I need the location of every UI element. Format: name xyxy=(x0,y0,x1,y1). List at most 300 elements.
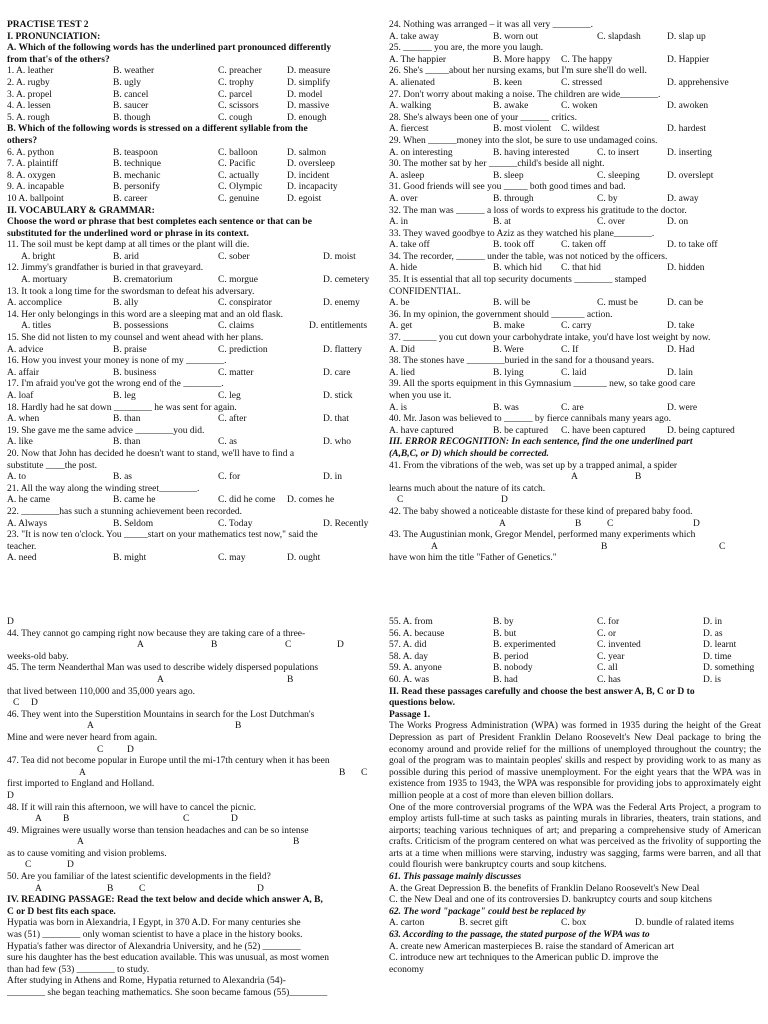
answer-option: D. something xyxy=(703,663,755,674)
answer-option: D. away xyxy=(667,193,699,204)
answer-option: C. actually xyxy=(218,170,260,181)
answer-option: C. taken off xyxy=(561,240,606,251)
answer-option: C xyxy=(183,814,190,825)
question-line: teacher. xyxy=(7,541,37,552)
answer-option: D. ought xyxy=(287,553,321,564)
question-line: 50. Are you familiar of the latest scientific developments in the field? xyxy=(7,872,271,883)
answer-option: B. most violent xyxy=(493,124,552,135)
answer-option: 55. A. from xyxy=(389,617,433,627)
question-line: 35. It is essential that all top security documents ________ stamped xyxy=(389,275,647,286)
answer-options-row xyxy=(389,403,761,415)
answer-option: D. slap up xyxy=(667,31,706,42)
answer-option: 59. A. anyone xyxy=(389,663,442,674)
question-line: 14. Her only belongings in this word are a sleeping mat and an old flask. xyxy=(7,309,283,320)
answer-options-row xyxy=(7,814,375,826)
answer-options-row xyxy=(7,368,375,380)
answer-option: C. cough xyxy=(218,112,253,123)
answer-option: C. preacher xyxy=(218,66,262,77)
answer-option: A xyxy=(87,721,94,732)
question-line: C. introduce new art techniques to the American public D. improve the xyxy=(389,953,659,964)
answer-option: B. through xyxy=(493,193,534,204)
answer-options-row xyxy=(7,495,375,507)
answer-options-row xyxy=(7,745,375,757)
answer-option: C. claims xyxy=(218,321,254,332)
answer-option: C. prediction xyxy=(218,344,268,355)
answer-option: 6. A. python xyxy=(7,147,54,158)
answer-options-row xyxy=(389,675,761,687)
answer-option: C. for xyxy=(597,617,620,627)
answer-option: C. over xyxy=(597,217,625,228)
answer-option: B. lying xyxy=(493,367,524,378)
question-line: when you use it. xyxy=(389,391,452,401)
answer-option: B. experimented xyxy=(493,640,556,651)
answer-option: D. who xyxy=(323,437,351,448)
answer-option: B xyxy=(107,883,114,894)
answer-options-row xyxy=(7,837,375,849)
answer-option: B. be captured xyxy=(493,425,549,436)
question-line: that lived between 110,000 and 35,000 years ago. xyxy=(7,686,196,697)
question-line: 11. The soil must be kept damp at all times or the plant will die. xyxy=(7,240,250,251)
question-line: 19. She gave me the same advice ________you did. xyxy=(7,425,205,436)
answer-options-row xyxy=(7,298,375,310)
answer-options-row xyxy=(7,321,375,333)
answer-option: C. to insert xyxy=(597,147,639,158)
answer-option: 1. A. leather xyxy=(7,66,54,77)
answer-options-row xyxy=(389,101,761,113)
answer-option: C. genuine xyxy=(218,193,260,204)
answer-options-row xyxy=(389,663,761,675)
answer-option: B xyxy=(601,541,608,552)
answer-option: C. The happy xyxy=(561,54,613,65)
answer-options-row xyxy=(389,345,761,357)
question-line: learns much about the nature of its catch. xyxy=(389,483,546,494)
answer-option: C. woken xyxy=(561,101,598,112)
answer-options-row xyxy=(7,721,375,733)
answer-option: D. on xyxy=(667,217,689,228)
section-heading: PRACTISE TEST 2 xyxy=(7,20,89,30)
answer-option: D xyxy=(67,860,74,871)
answer-option: A xyxy=(137,640,144,651)
answer-option: D. take xyxy=(667,321,695,332)
answer-option: B. crematorium xyxy=(113,275,173,286)
answer-options-row xyxy=(389,32,761,44)
answer-option: D. enough xyxy=(287,112,327,123)
question-line: economy xyxy=(389,964,424,975)
answer-option: A. in xyxy=(389,217,408,228)
question-line: 42. The baby showed a noticeable distaste for these kind of prepared baby food. xyxy=(389,506,693,517)
answer-option: D. entitlements xyxy=(309,321,368,332)
answer-option: A xyxy=(571,472,578,483)
answer-option: C. that hid xyxy=(561,263,601,274)
answer-option: B. Seldom xyxy=(113,518,154,529)
answer-option: D xyxy=(31,698,38,709)
question-line: 32. The man was ______ a loss of words to express his gratitude to the doctor. xyxy=(389,205,687,216)
answer-options-row xyxy=(7,159,375,171)
answer-option: A. bright xyxy=(21,251,56,262)
answer-option: A. carton xyxy=(389,918,425,929)
answer-option: B xyxy=(235,721,242,732)
answer-option: A. lied xyxy=(389,367,415,378)
answer-options-row xyxy=(389,55,761,67)
section-heading: (A,B,C, or D) which should be corrected. xyxy=(389,448,549,459)
answer-option: C. conspirator xyxy=(218,298,272,309)
question-line: CONFIDENTIAL. xyxy=(389,286,462,297)
answer-option: B. by xyxy=(493,617,514,627)
answer-options-row xyxy=(389,629,761,641)
answer-options-row xyxy=(389,426,761,438)
answer-option: 3. A. propel xyxy=(7,89,52,100)
answer-option: D xyxy=(257,883,264,894)
answer-option: C. parcel xyxy=(218,89,253,100)
section-heading: questions below. xyxy=(389,698,455,709)
question-line: 45. The term Neanderthal Man was used to describe widely dispersed populations xyxy=(7,663,319,674)
answer-option: D. stick xyxy=(323,391,353,401)
answer-option: C xyxy=(285,640,292,651)
answer-option: A. walking xyxy=(389,101,432,112)
answer-options-row xyxy=(7,472,375,484)
section-heading: others? xyxy=(7,135,38,146)
answer-option: B. ally xyxy=(113,298,139,309)
answer-option: A xyxy=(431,541,438,552)
answer-option: D. simplify xyxy=(287,77,331,88)
answer-options-row xyxy=(7,90,375,102)
question-line: 46. They went into the Superstition Mountains in search for the Lost Dutchman's xyxy=(7,709,315,720)
answer-option: C. matter xyxy=(218,367,254,378)
answer-option: B. awake xyxy=(493,101,529,112)
answer-option: B. weather xyxy=(113,66,155,77)
answer-options-row xyxy=(7,171,375,183)
answer-option: C. for xyxy=(218,472,241,483)
question-line: was (51) ________ only woman scientist to have a place in the history books. xyxy=(7,930,303,941)
answer-options-row xyxy=(389,240,761,252)
answer-option: A xyxy=(79,767,86,778)
answer-option: C. wildest xyxy=(561,124,600,135)
answer-option: D. awoken xyxy=(667,101,709,112)
answer-option: C. trophy xyxy=(218,77,254,88)
answer-options-row xyxy=(389,472,761,484)
answer-option: A. is xyxy=(389,402,407,413)
answer-option: B xyxy=(635,472,642,483)
question-line: 44. They cannot go camping right now because they are taking care of a three- xyxy=(7,628,306,639)
answer-options-row xyxy=(7,391,375,403)
answer-option: A. get xyxy=(389,321,413,332)
answer-option: C xyxy=(97,744,104,755)
answer-option: A. affair xyxy=(7,367,40,378)
passage-paragraph: The Works Progress Administration (WPA) was formed in 1935 during the height of the Great Depression as part of President Franklin Delano Roosevelt's New Deal package to bring the economy around and provide relief for the millions of unemployed throughout the country; the goal of the program was to maintain peoples' skills and respect by providing work to as many as possible during this period of massive unemployment. For the eight years that the WPA was in existence from 1935 to 1943, the WPA was responsible for providing jobs to approximately eight million people at a cost of more than eleven billion dollars. xyxy=(389,721,761,801)
question-line: A. the Great Depression B. the benefits of Franklin Delano Roosevelt's New Deal xyxy=(389,883,700,894)
question-line: substitute ____the post. xyxy=(7,460,97,471)
answer-options-row xyxy=(7,78,375,90)
answer-option: C xyxy=(719,541,726,552)
answer-option: D. that xyxy=(323,414,349,425)
answer-option: C. balloon xyxy=(218,147,258,158)
answer-option: B xyxy=(339,767,346,778)
section-heading: II. VOCABULARY & GRAMMAR: xyxy=(7,205,155,216)
answer-options-row xyxy=(389,194,761,206)
answer-option: 9. A. incapable xyxy=(7,182,64,193)
answer-option: A. titles xyxy=(21,321,52,332)
answer-option: B. sleep xyxy=(493,170,524,181)
answer-option: D. oversleep xyxy=(287,159,336,170)
answer-option: B. nobody xyxy=(493,663,533,674)
question-line: D xyxy=(7,790,14,801)
answer-option: B. having interested xyxy=(493,147,570,158)
answer-option: B. praise xyxy=(113,344,147,355)
answer-options-row xyxy=(7,148,375,160)
question-line: D xyxy=(7,617,14,627)
answer-option: A. when xyxy=(7,414,40,425)
answer-option: A. on interesting xyxy=(389,147,453,158)
question-line: 49. Migraines were usually worse than tension headaches and can be so intense xyxy=(7,825,309,836)
answer-options-row xyxy=(389,124,761,136)
question-line: than had few (53) ________ to study. xyxy=(7,964,150,975)
answer-option: D. in xyxy=(323,472,342,483)
answer-option: C. after xyxy=(218,414,247,425)
answer-option: D. Recently xyxy=(323,518,369,529)
answer-option: C. If xyxy=(561,344,579,355)
answer-options-row xyxy=(7,860,375,872)
answer-option: B. secret gift xyxy=(459,918,508,929)
answer-option: D. hidden xyxy=(667,263,705,274)
answer-option: D. massive xyxy=(287,101,330,112)
answer-option: C xyxy=(361,767,368,778)
answer-option: B. but xyxy=(493,628,517,639)
answer-option: C xyxy=(607,518,614,529)
section-heading: Choose the word or phrase that best completes each sentence or that can be xyxy=(7,217,312,228)
answer-option: 2. A. rugby xyxy=(7,77,50,88)
question-line: have won him the title "Father of Genetics." xyxy=(389,553,557,564)
question-line: 31. Good friends will see you _____ both good times and bad. xyxy=(389,182,626,193)
answer-options-row xyxy=(7,414,375,426)
answer-option: D xyxy=(693,518,700,529)
answer-options-row xyxy=(389,652,761,664)
answer-option: D. measure xyxy=(287,66,331,77)
question-line: Hypatia's father was director of Alexandria University, and he (52) ________ xyxy=(7,941,301,952)
answer-options-row xyxy=(389,542,761,554)
answer-option: C. box xyxy=(561,918,587,929)
answer-option: D. can be xyxy=(667,298,704,309)
answer-option: B. period xyxy=(493,651,529,662)
question-line: 39. All the sports equipment in this Gymnasium _______ new, so take good care xyxy=(389,379,696,390)
answer-option: B xyxy=(63,814,70,825)
answer-option: A. mortuary xyxy=(21,275,68,286)
answer-option: A xyxy=(157,674,164,685)
answer-option: D. in xyxy=(703,617,722,627)
answer-option: C. carry xyxy=(561,321,592,332)
answer-option: C xyxy=(397,495,404,506)
section-heading: C or D best fits each space. xyxy=(7,906,116,917)
answer-option: A. over xyxy=(389,193,418,204)
answer-option: C. laid xyxy=(561,367,587,378)
answer-option: C. Pacific xyxy=(218,159,256,170)
answer-option: D. time xyxy=(703,651,732,662)
answer-option: C xyxy=(25,860,32,871)
answer-option: D. Had xyxy=(667,344,695,355)
answer-option: 7. A. plaintiff xyxy=(7,159,59,170)
answer-options-row xyxy=(7,553,375,565)
answer-option: D. moist xyxy=(323,251,356,262)
question-line: A. create new American masterpieces B. raise the standard of American art xyxy=(389,941,675,952)
answer-options-row xyxy=(389,78,761,90)
answer-option: B. keen xyxy=(493,77,523,88)
answer-option: A xyxy=(35,814,42,825)
answer-option: D. to take off xyxy=(667,240,718,251)
answer-option: C. scissors xyxy=(218,101,259,112)
question-line: 22. ________has such a stunning achievement been recorded. xyxy=(7,506,243,517)
question-line: 36. In my opinion, the government should _______ action. xyxy=(389,309,613,320)
answer-option: 60. A. was xyxy=(389,674,430,685)
answer-option: 8. A. oxygen xyxy=(7,170,56,181)
answer-option: D. Happier xyxy=(667,54,710,65)
answer-option: A. Always xyxy=(7,518,48,529)
answer-option: D. hardest xyxy=(667,124,707,135)
answer-option: B. mechanic xyxy=(113,170,161,181)
answer-option: C. morgue xyxy=(218,275,258,286)
answer-option: D. inserting xyxy=(667,147,712,158)
answer-option: D. lain xyxy=(667,367,693,378)
question-line: as to cause vomiting and vision problems. xyxy=(7,848,167,859)
answer-option: A. accomplice xyxy=(7,298,62,309)
answer-option: B. cancel xyxy=(113,89,149,100)
answer-option: A. The happier xyxy=(389,54,447,65)
column-bottom-right xyxy=(389,617,761,976)
answer-option: A. asleep xyxy=(389,170,425,181)
answer-option: A. like xyxy=(7,437,33,448)
answer-option: C. may xyxy=(218,553,246,564)
answer-option: D. apprehensive xyxy=(667,77,729,88)
answer-option: B. than xyxy=(113,414,141,425)
answer-option: B. though xyxy=(113,112,151,123)
answer-options-row xyxy=(7,345,375,357)
question-line: 27. Don't worry about making a noise. The children are wide________. xyxy=(389,89,661,100)
answer-option: 10 A. ballpoint xyxy=(7,193,64,204)
answer-options-row xyxy=(389,918,761,930)
question-line: 43. The Augustinian monk, Gregor Mendel, performed many experiments which xyxy=(389,530,696,541)
question-line: ________ she began teaching mathematics. She soon became famous (55)________ xyxy=(7,988,328,998)
question-line: 37. _______ you cut down your carbohydrate intake, you'd have lost weight by now. xyxy=(389,333,711,344)
section-heading: substituted for the underlined word or phrase in its context. xyxy=(7,228,249,239)
answer-option: C. Today xyxy=(218,518,253,529)
answer-option: B. saucer xyxy=(113,101,149,112)
question-line: 38. The stones have ________buried in the sand for a thousand years. xyxy=(389,356,654,367)
answer-option: B. which hid xyxy=(493,263,542,274)
answer-option: C. must be xyxy=(597,298,638,309)
answer-option: B xyxy=(293,837,300,848)
answer-option: D xyxy=(231,814,238,825)
answer-option: B. at xyxy=(493,217,511,228)
answer-option: B xyxy=(211,640,218,651)
question-line: 29. When ______money into the slot, be sure to use undamaged coins. xyxy=(389,135,658,146)
section-heading: 62. The word "package" could best be replaced by xyxy=(389,906,586,917)
answer-option: A xyxy=(77,837,84,848)
answer-option: D. learnt xyxy=(703,640,737,651)
answer-option: B. personify xyxy=(113,182,160,193)
section-heading: I. PRONUNCIATION: xyxy=(7,31,101,42)
question-line: 18. Hardly had he sat down ________ he was sent for again. xyxy=(7,402,237,413)
answer-option: C. by xyxy=(597,193,618,204)
answer-option: C. slapdash xyxy=(597,31,641,42)
answer-options-row xyxy=(7,66,375,78)
answer-option: B. possessions xyxy=(113,321,169,332)
answer-option: B. leg xyxy=(113,391,136,401)
answer-option: 57. A. did xyxy=(389,640,427,651)
answer-option: 56. A. because xyxy=(389,628,445,639)
answer-option: A. be xyxy=(389,298,410,309)
answer-option: A. fiercest xyxy=(389,124,429,135)
answer-option: A. loaf xyxy=(7,391,34,401)
answer-option: D. flattery xyxy=(323,344,363,355)
question-line: 21. All the way along the winding street________. xyxy=(7,483,200,494)
question-line: Mine and were never heard from again. xyxy=(7,732,158,743)
answer-option: B. arid xyxy=(113,251,139,262)
answer-option: D. as xyxy=(703,628,723,639)
answer-option: A. need xyxy=(7,553,37,564)
answer-options-row xyxy=(7,698,375,710)
answer-options-row xyxy=(389,148,761,160)
answer-option: D. were xyxy=(667,402,698,413)
answer-options-row xyxy=(7,194,375,206)
answer-option: D. model xyxy=(287,89,323,100)
section-heading: B. Which of the following words is stressed on a different syllable from the xyxy=(7,124,308,135)
answer-option: D. comes he xyxy=(287,495,335,506)
answer-options-row xyxy=(7,113,375,125)
section-heading: A. Which of the following words has the underlined part pronounced differently xyxy=(7,43,332,54)
answer-option: C. Olympic xyxy=(218,182,263,193)
answer-option: A xyxy=(35,883,42,894)
answer-option: B. worn out xyxy=(493,31,539,42)
column-top-right xyxy=(389,20,761,565)
answer-option: D xyxy=(501,495,508,506)
question-line: 12. Jimmy's grandfather is buried in that graveyard. xyxy=(7,263,204,274)
question-line: 33. They waved goodbye to Aziz as they watched his plane________. xyxy=(389,228,655,239)
answer-option: C. stressed xyxy=(561,77,603,88)
answer-option: D xyxy=(127,744,134,755)
question-line: 48. If it will rain this afternoon, we will have to cancel the picnic. xyxy=(7,802,257,813)
answer-options-row xyxy=(7,252,375,264)
answer-option: D. incapacity xyxy=(287,182,338,193)
answer-options-row xyxy=(7,182,375,194)
answer-options-row xyxy=(389,263,761,275)
question-line: C. the New Deal and one of its controversies D. bankruptcy courts and soup kitchens xyxy=(389,895,712,906)
answer-options-row xyxy=(389,298,761,310)
answer-option: C. are xyxy=(561,402,584,413)
answer-options-row xyxy=(389,519,761,531)
answer-option: D. cemetery xyxy=(323,275,370,286)
question-line: 41. From the vibrations of the web, was set up by a trapped animal, a spider xyxy=(389,460,678,471)
answer-option: C. as xyxy=(218,437,237,448)
question-line: 20. Now that John has decided he doesn't want to stand, we'll have to find a xyxy=(7,448,295,459)
answer-option: C xyxy=(13,698,20,709)
answer-options-row xyxy=(389,171,761,183)
answer-option: 4. A. lessen xyxy=(7,101,51,112)
answer-option: D. salmon xyxy=(287,147,327,158)
question-line: 30. The mother sat by her ______child's beside all night. xyxy=(389,159,605,170)
question-line: 26. She's _____about her nursing exams, but I'm sure she'll do well. xyxy=(389,66,647,77)
answer-option: B. technique xyxy=(113,159,162,170)
answer-option: B. came he xyxy=(113,495,156,506)
question-line: 34. The recorder, ______ under the table, was not noticed by the officers. xyxy=(389,251,668,262)
answer-option: D. enemy xyxy=(323,298,360,309)
answer-option: B. will be xyxy=(493,298,531,309)
answer-option: 5. A. rough xyxy=(7,112,50,123)
question-line: Hypatia was born in Alexandria, I Egypt, in 370 A.D. For many centuries she xyxy=(7,918,301,929)
answer-option: B. was xyxy=(493,402,519,413)
answer-options-row xyxy=(389,617,761,629)
answer-option: B. than xyxy=(113,437,141,448)
answer-options-row xyxy=(7,768,375,780)
passage-paragraph: One of the more controversial programs of the WPA was the Federal Arts Project, a program to employ artists full-time at such tasks as painting murals in libraries, theaters, train stations, and airports; teaching various techniques of art; and preparing a comprehensive study of American crafts. Criticism of the program centered on what was perceived as the frivolity of supporting the arts at a time when millions were starving, industry was sagging, farms were barren, and all that could flourish were bankruptcy courts and soup kitchens. xyxy=(389,802,761,871)
section-heading: Passage 1. xyxy=(389,709,431,720)
